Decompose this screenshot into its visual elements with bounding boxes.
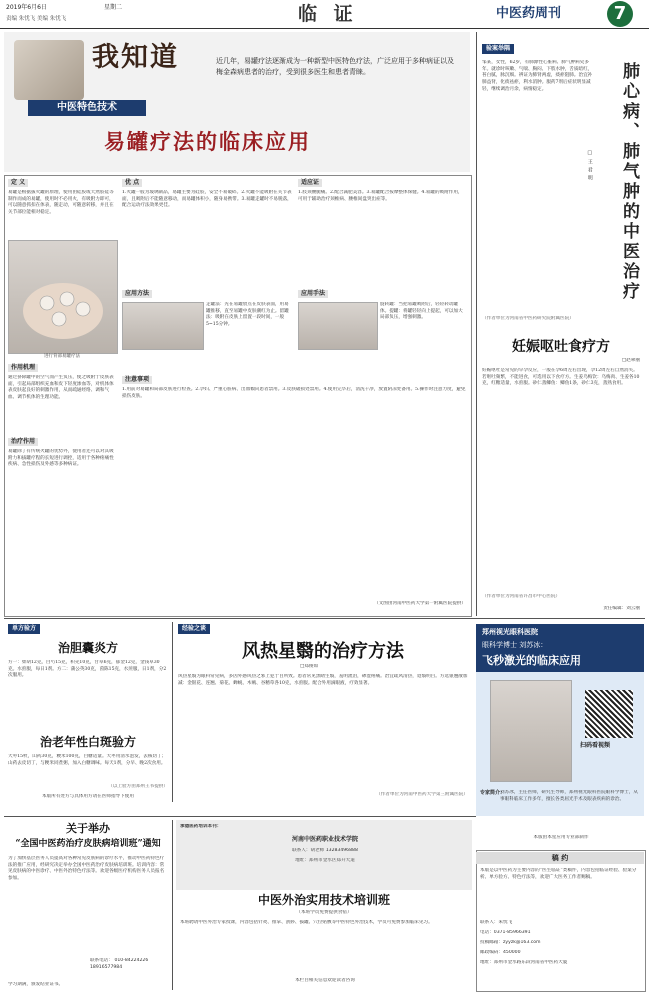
method-photo	[122, 302, 204, 350]
contact-phone-1: 010-84224226	[114, 958, 149, 963]
prescription-footnote: 本版所有处方与具体用方请在医师指导下使用	[42, 794, 134, 799]
ad-note: 本版由本星应用专业部制作	[533, 835, 589, 840]
brand-band: 中医特色技术	[28, 100, 146, 116]
pregnancy-author: □赵翠丽	[621, 358, 640, 363]
technique-photo	[298, 302, 378, 350]
advantages-text: 1.火罐一般为玻璃制品，易罐主要为硅胶，安全不易破碎。2.火罐不能吸附在关节表面，且吸附后不能随意移动，而易罐体积小，随身易携带。3.易罐走罐时不易脱落，配合运动疗法效果更佳。	[122, 190, 292, 209]
case-text: 邹某，女性，62岁，有肺源性心脏病、肺气肿病史多年。就诊时咳嗽、气喘、胸闷、下肢水肿，舌质暗红，苔白腻，脉沉细。辨证为肺肾两虚，痰瘀阻肺。治宜补肺益肾，化痰祛瘀，利水消肿。服药7剂后症状明显减轻，继续调治月余，病情稳定。	[482, 60, 593, 92]
column-divider	[476, 32, 477, 616]
qr-code[interactable]	[585, 690, 633, 738]
page-editors: 责编 朱忧飞 美编 朱忧飞	[6, 16, 67, 22]
ink-illustration	[14, 40, 84, 100]
issue-weekday: 星期二	[104, 4, 123, 11]
notice-title-1: 关于举办	[66, 822, 110, 835]
ad-expert: 眼科学博士 刘苏冰：	[482, 641, 548, 649]
definition-label: 定 义	[8, 179, 28, 187]
recruit-text: 本版是以中医药为主要内容的“医生临证”类稿件，内容包括临证经验、验案分析、单方验方、特色疗法等，欢迎广大医务工作者赐稿。	[480, 868, 637, 880]
notice-contact	[90, 958, 170, 971]
case-source: （作者单位为河南省中医药研究院附属医院）	[482, 316, 574, 321]
intro-label: 专家简介：	[480, 790, 506, 796]
gallbladder-text: 方一：柴胡12克，白芍15克，枳壳10克，甘草6克，郁金12克，金钱草30克。水煎服，每日1剂。方二：蒲公英30克，茵陈15克，水煎服，日1剂，分2次服用。	[8, 660, 167, 679]
contact-label: 联系电话：	[90, 958, 113, 963]
intro-text: 刘苏冰，主任医师，研究生导师，郑州视光眼科医院眼科学博士，从事眼科临床工作多年，擅长各类屈光手术及眼表疾病的诊治。	[500, 790, 638, 802]
training-label: 承德医药培训本刊：	[180, 824, 222, 829]
experience-title: 风热星翳的治疗方法	[242, 641, 404, 662]
mechanism-text: 通过挤除罐中的空气而产生负压，使之吸附于皮肤表面，引起局部组织充血和皮下轻度渗血等，对机体体表皮肤起良好的刺激作用，从而疏通经络、调和气血、调节机体的生理功能。	[8, 375, 114, 401]
vitiligo-title: 治老年性白斑验方	[39, 735, 136, 749]
indication-text: 易罐除了有传统火罐的优势外，使用者还可以对其吸附力和拔罐疗程的长短进行调控，适用于各种疼痛性疾病、急性损伤及外感等多种病证。	[8, 449, 114, 468]
definition-text: 易罐是根据拔火罐的原理，使用由硅胶或天然胶硅等制作而成的易罐，使用时不必用火，有吸附力即可，可以随意抓扣在体表，随走动，可随意转移，并且在关节部位能相对稳定。	[8, 190, 114, 216]
case-tag: 验案举隅	[482, 44, 514, 54]
photo-caption: 进行背部易罐疗法	[44, 354, 80, 359]
gallbladder-title: 治胆囊炎方	[57, 641, 118, 655]
cautions-text: 1.用前对易罐和局部皮肤进行检查。2.孕妇、严重心脏病、出血倾向患者禁用。3.皮肤破损处禁用。4.使用完毕后，清洗干净，放置阴凉处备用。5.操作时注意力度，避免损伤皮肤。	[122, 387, 466, 399]
scope-block	[298, 179, 466, 282]
method-label: 应用方法	[122, 290, 152, 298]
expert-portrait	[490, 680, 572, 782]
pregnancy-text: 妊娠呕吐是常见的早孕反应，一般在孕6周左右出现，孕12周左右自然消失。若呕吐频繁，不能进食，可选用以下食疗方。生姜乌梅饮：乌梅肉、生姜各10克，红糖适量，水煎服。砂仁蒸鲫鱼：鲫鱼1条，砂仁3克，蒸熟食用。	[482, 368, 640, 387]
mechanism-block	[8, 364, 116, 437]
column-divider-2	[172, 622, 173, 802]
issue-date: 2019年6月6日	[6, 4, 47, 11]
lead-note: 近几年，易罐疗法逐渐成为一种新型中医特色疗法，广泛应用于多种病证以及梅金森病患者的治疗，受到很多医生和患者青睐。	[216, 57, 454, 77]
lead-title: 易罐疗法的临床应用	[104, 129, 311, 154]
method-text: 走罐法：先在易罐放点在皮肤表面，用易罐推移，直至易罐中皮肤潮红为止。留罐法：吸附在皮肤上留置一段时间，一般5~15分钟。	[206, 302, 289, 327]
recruit-postcode: 邮政编码：450000	[480, 950, 521, 955]
notice-footer: 学习期满，颁发结业证书。	[8, 982, 64, 987]
pregnancy-title: 妊娠呕吐食疗方	[512, 339, 610, 355]
ad-headline: 飞秒激光的临床应用	[482, 654, 581, 667]
advantages-block	[122, 179, 292, 282]
training-note: 本栏目相关信息欢迎读者咨询	[295, 978, 355, 983]
training-subtitle: （本班学员免费提供食宿）	[296, 910, 352, 915]
experience-author: □郑俊如	[300, 664, 319, 669]
ad-hospital: 郑州视光眼科医院	[482, 628, 538, 636]
bottom-rule	[4, 816, 476, 817]
notice-title-2: “全国中医药治疗皮肤病培训班”通知	[15, 839, 161, 849]
recruit-email: 投稿邮箱：zyyzk@163.com	[480, 940, 541, 945]
back-cupping-photo	[8, 240, 118, 354]
page-number: 7	[607, 1, 633, 27]
vitiligo-text: 大枣15枚，山药30克，粳米100克，白糖适量。大枣用清水泡发，去核切丁；山药去皮切丁，与粳米同煮粥，加入白糖调味。每天1剂，分早、晚2次食用。	[8, 754, 167, 766]
indication-label: 治疗作用	[8, 438, 38, 446]
definition-block	[8, 179, 116, 240]
advantages-label: 优 点	[122, 179, 142, 187]
page-header	[0, 0, 649, 29]
scope-text: 1.肢颈腰腿痛。2.配合减肥美容。3.易罐配合按摩整体保健。4.易罐的吸附作用，可用于辅助治疗颈椎病、腰椎间盘突出症等。	[298, 190, 463, 202]
indication-block	[8, 438, 116, 509]
training-body: 本班聘请中医外治专家授课，内容包括针灸、推拿、刮痧、拔罐、穴位贴敷等中医特色外治技术，学员可免费参加临床见习。	[180, 920, 433, 925]
scope-label: 适应证	[298, 179, 322, 187]
pregnancy-source: （作者单位为河南省许昌市中心医院）	[482, 594, 561, 599]
scan-label: 扫码看视频	[580, 742, 611, 749]
technique-label: 应用手法	[298, 290, 328, 298]
experience-text: 风热星翳为眼科常见病，多因外感风热之邪上犯于目所致。患者常见黑睛生翳，羞明流泪，碜涩疼痛。治宜疏风清热，退翳明目。方选银翘散加减：金银花、连翘、菊花、蝉蜕、木贼、谷精草各10克，水煎服。配合外用滴眼液，疗效显著。	[178, 674, 468, 686]
prescription-tag: 单方验方	[8, 624, 40, 634]
training-address: 地址：郑州市金水区郑开大道	[295, 858, 355, 863]
technique-block	[298, 290, 466, 321]
case-title: 肺心病、肺气肿的中医治疗	[619, 62, 639, 302]
contact-phone-2: 18916577984	[90, 964, 123, 970]
method-block	[122, 290, 292, 327]
section-title: 临 证	[298, 3, 358, 25]
recruit-phone: 电话：0371-85966391	[480, 930, 531, 935]
cautions-label: 注意事项	[122, 376, 152, 384]
mechanism-label: 作用机理	[8, 364, 38, 372]
recruit-title: 稿 约	[476, 852, 644, 864]
recruit-address: 地址：郑州市金水路东段河南省中医药大厦	[480, 960, 568, 965]
recruit-contact: 联系人：朱忧飞	[480, 920, 513, 925]
experience-source: （作者单位为河南中医药大学第三附属医院）	[376, 792, 468, 797]
cautions-block	[122, 376, 466, 587]
cupping-byline: （文图由河南中医药大学第一附属医院提供）	[374, 601, 466, 606]
training-org: 河南中医药职业技术学院	[291, 836, 358, 843]
training-phone: 联系人：胡老师 13283496888	[292, 848, 358, 853]
column-divider-3	[172, 820, 173, 990]
cupping-photo-art	[9, 241, 117, 353]
prescription-source: （以上验方由郑州王书提供）	[108, 784, 168, 789]
pregnancy-editor: 责任编辑：刘云丽	[603, 606, 640, 611]
mid-rule	[4, 618, 645, 619]
paper-name: 中医药周刊	[496, 6, 562, 21]
technique-text: 旋转罐：当把易罐吸附后，轻轻转动罐体。提罐：将罐轻轻向上提起，可以加大局部负压，增强刺激。	[380, 302, 463, 321]
notice-text: 为了加快基层医务人员提高对各种常见皮肤病的诊疗水平，推动中医药特色疗法的推广应用，经研究决定举办全国中医药治疗皮肤病培训班。培训内容：常见皮肤病的中医诊疗、中医外治特色疗法等。欢迎各级医疗机构医务人员报名参加。	[8, 856, 165, 881]
case-author: □王君明	[586, 150, 593, 183]
brand-wordmark: 我知道	[92, 42, 179, 73]
training-title: 中医外治实用技术培训班	[257, 893, 390, 907]
experience-tag: 经验之谈	[178, 624, 210, 634]
